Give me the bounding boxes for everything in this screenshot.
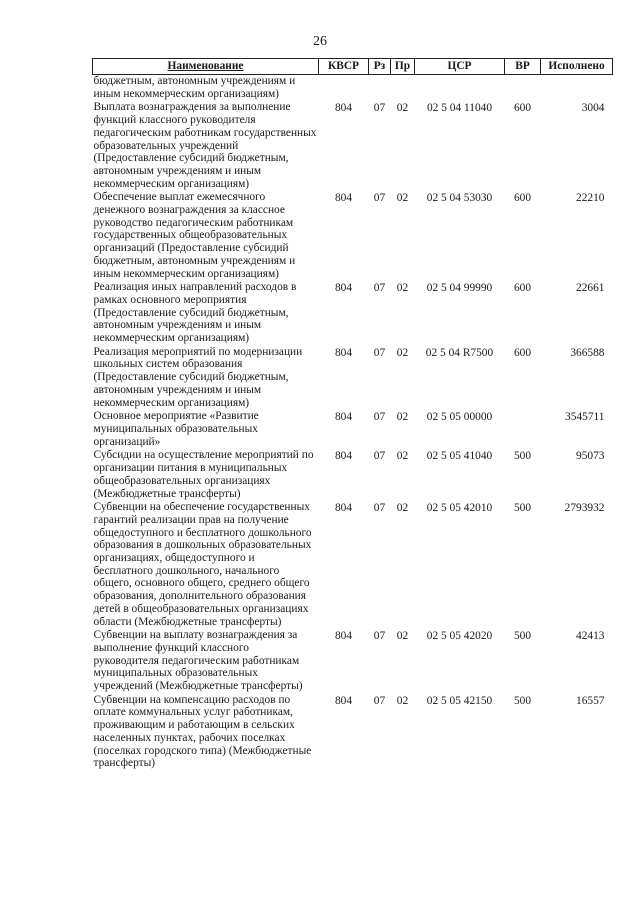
row-pr: 02 <box>396 346 409 359</box>
row-rz: 07 <box>373 102 386 115</box>
row-pr: 02 <box>396 694 409 707</box>
row-rz: 07 <box>373 630 386 643</box>
row-executed: 42413 <box>576 630 605 643</box>
row-rz: 07 <box>373 450 386 463</box>
row-name: Субсидии на осуществление мероприятий по организации питания в муниципальных общеобразовательных организациях (Межбюджетные трансферты) <box>93 449 314 500</box>
row-kvsr: 804 <box>334 630 353 643</box>
row-pr: 02 <box>396 411 409 424</box>
row-name: бюджетным, автономным учреждениям и иным некоммерческим организациям) <box>93 75 296 100</box>
row-kvsr: 804 <box>334 102 353 115</box>
row-kvsr <box>319 75 369 102</box>
row-name: Субвенции на компенсацию расходов по оплате коммунальных услуг работникам, проживающим и работающим в сельских населенных пунктах, рабочих поселках (поселках городского типа) (Межбюджетные трансферты) <box>93 693 312 770</box>
row-pr: 02 <box>396 192 409 205</box>
row-executed: 3004 <box>581 102 605 115</box>
table-row <box>93 501 613 629</box>
row-pr <box>391 75 415 102</box>
table-row <box>93 410 613 449</box>
row-vr <box>505 75 541 102</box>
row-name: Выплата вознаграждения за выполнение функций классного руководителя педагогическим работникам государственных образовательных учреждений (Предоставление субсидий бюджетным, автономным учреждениям и иным некоммерческим организациям) <box>93 101 317 190</box>
table-row <box>93 191 613 281</box>
row-pr: 02 <box>396 502 409 515</box>
row-pr: 02 <box>396 282 409 295</box>
row-executed: 95073 <box>576 450 605 463</box>
table-row <box>93 101 613 191</box>
header-pr: Пр <box>391 59 415 75</box>
row-csr: 02 5 04 11040 <box>426 102 493 115</box>
table-row <box>93 629 613 694</box>
row-rz: 07 <box>373 502 386 515</box>
row-name: Реализация иных направлений расходов в рамках основного мероприятия (Предоставление субсидий бюджетным, автономным учреждениям и иным некоммерческим организациям) <box>93 281 297 345</box>
header-executed: Исполнено <box>541 59 613 75</box>
row-kvsr: 804 <box>334 282 353 295</box>
table-row <box>93 281 613 346</box>
row-executed: 16557 <box>576 694 605 707</box>
row-vr: 500 <box>513 450 532 463</box>
row-executed: 366588 <box>570 346 605 359</box>
table-body <box>93 75 613 771</box>
row-executed <box>541 75 613 102</box>
row-rz: 07 <box>373 694 386 707</box>
row-vr: 500 <box>513 502 532 515</box>
row-csr: 02 5 05 42150 <box>426 694 493 707</box>
row-vr: 600 <box>513 346 532 359</box>
row-name: Субвенции на выплату вознаграждения за выполнение функций классного руководителя педагогическим работникам муниципальных образовательных учреждений (Межбюджетные трансферты) <box>93 629 303 693</box>
row-rz: 07 <box>373 282 386 295</box>
header-rz: Рз <box>369 59 391 75</box>
row-executed: 22661 <box>576 282 605 295</box>
row-vr: 500 <box>513 630 532 643</box>
row-executed: 2793932 <box>564 502 605 515</box>
row-kvsr: 804 <box>334 346 353 359</box>
row-rz: 07 <box>373 346 386 359</box>
row-vr: 600 <box>513 282 532 295</box>
row-kvsr: 804 <box>334 502 353 515</box>
table-header <box>93 59 613 75</box>
row-rz <box>369 75 391 102</box>
row-csr: 02 5 05 42010 <box>426 502 493 515</box>
row-rz: 07 <box>373 411 386 424</box>
row-rz: 07 <box>373 192 386 205</box>
row-pr: 02 <box>396 102 409 115</box>
row-kvsr: 804 <box>334 450 353 463</box>
row-csr: 02 5 04 R7500 <box>425 346 494 359</box>
header-name: Наименование <box>93 59 319 75</box>
row-csr: 02 5 05 41040 <box>426 450 493 463</box>
table-row <box>93 694 613 771</box>
header-row <box>93 59 613 75</box>
row-vr: 500 <box>513 694 532 707</box>
row-executed: 22210 <box>576 192 605 205</box>
row-csr: 02 5 04 53030 <box>426 192 493 205</box>
budget-execution-table <box>92 58 613 771</box>
header-kvsr: КВСР <box>319 59 369 75</box>
row-kvsr: 804 <box>334 694 353 707</box>
header-vr: ВР <box>505 59 541 75</box>
row-name: Основное мероприятие «Развитие муниципальных образовательных организаций» <box>93 410 259 448</box>
row-kvsr: 804 <box>334 192 353 205</box>
row-name: Субвенции на обеспечение государственных гарантий реализации прав на получение общедоступного и бесплатного дошкольного образования в дошкольных образовательных организациях, общедоступного и бесплатного дошкольного, начального общего, основного общего, среднего общего образования, дополнительного образования детей в общеобразовательных организациях области (Межбюджетные трансферты) <box>93 501 312 628</box>
row-kvsr: 804 <box>334 411 353 424</box>
header-csr: ЦСР <box>415 59 505 75</box>
row-vr: 600 <box>513 192 532 205</box>
row-csr: 02 5 04 99990 <box>426 282 493 295</box>
row-pr: 02 <box>396 630 409 643</box>
row-vr: 600 <box>513 102 532 115</box>
table-row <box>93 346 613 411</box>
row-name: Реализация мероприятий по модернизации школьных систем образования (Предоставление субсидий бюджетным, автономным учреждениям и иным некоммерческим организациям) <box>93 345 303 409</box>
row-name: Обеспечение выплат ежемесячного денежного вознаграждения за классное руководство педагогическим работникам государственных общеобразовательных организаций (Предоставление субсидий бюджетным, автономным учреждениям и иным некоммерческим организациям) <box>93 191 296 280</box>
row-pr: 02 <box>396 450 409 463</box>
row-executed: 3545711 <box>565 411 605 424</box>
row-csr: 02 5 05 42020 <box>426 630 493 643</box>
row-vr <box>505 410 541 449</box>
page-number: 26 <box>313 34 327 49</box>
table-row <box>93 75 613 102</box>
table-row <box>93 449 613 501</box>
row-csr: 02 5 05 00000 <box>426 411 493 424</box>
row-csr <box>415 75 505 102</box>
